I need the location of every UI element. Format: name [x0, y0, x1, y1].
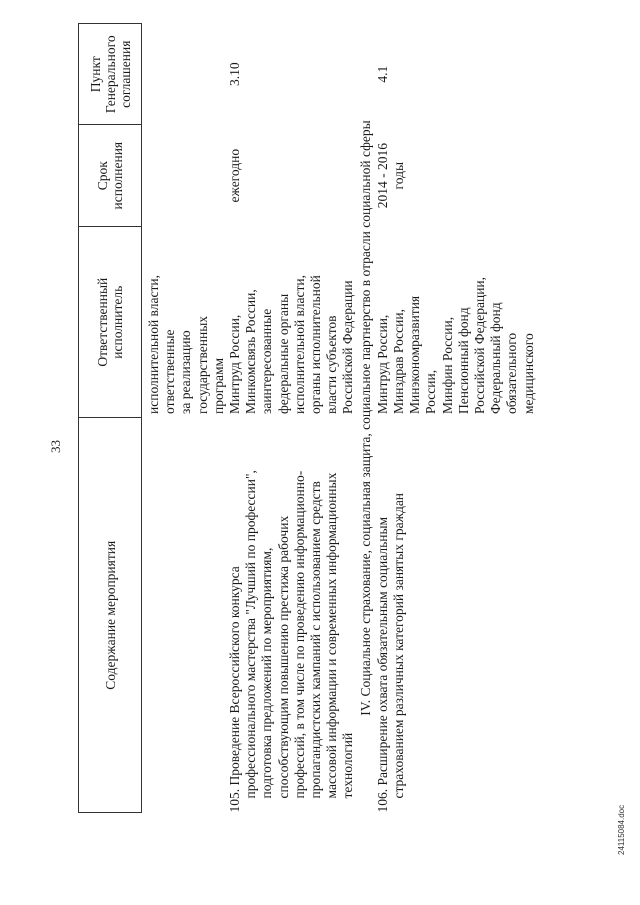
row-106-executor: Минтруд России, Минздрав России, Минэкономразвития России, Минфин России, Пенсионный фонд Российской Федерации, Федеральный фонд обязательного медицинского — [374, 276, 536, 414]
footer-doc-id: 24115084.doc — [617, 804, 626, 855]
row-105-agreement-point: 3.10 — [227, 62, 243, 87]
row-105-content: 105. Проведение Всероссийского конкурса профессионального мастерства "Лучший по профессии", подготовка предложений по мероприятиям, способствующим повышению престижа рабочих профессий, в том числе по проведению информационно- пропагандистских кампаний с использованием средств массовой информации и современных информационных технологий — [227, 470, 356, 813]
section-iv-title: IV. Социальное страхование, социальная защита, социальное партнерство в отрасли социальной сферы — [357, 120, 373, 716]
header-content: Содержание мероприятия — [79, 418, 142, 813]
table-row-106 — [375, 24, 537, 813]
section-row-iv — [357, 24, 375, 813]
header-agreement-point: Пункт Генерального соглашения — [79, 24, 142, 125]
measures-table — [78, 23, 537, 813]
header-deadline: Срок исполнения — [79, 125, 142, 226]
header-executor: Ответственный исполнитель — [79, 226, 142, 418]
row-105-executor: Минтруд России, Минкомсвязь России, заинтересованные федеральные органы исполнительной власти, органы исполнительной власти субъектов Российской Федерации — [227, 275, 356, 414]
row-106-deadline: 2014 - 2016 годы — [374, 143, 407, 209]
row-106-content: 106. Расширение охвата обязательным социальным страхованием различных категорий занятых граждан — [374, 492, 407, 813]
row-106-agreement-point: 4.1 — [374, 65, 390, 83]
table-row-105 — [227, 24, 357, 813]
page-number: 33 — [48, 440, 63, 453]
continuation-executor: исполнительной власти, ответственные за реализацию государственных программ — [146, 275, 226, 414]
table-header-row — [79, 24, 142, 813]
row-105-deadline: ежегодно — [227, 148, 243, 203]
table-row-continuation — [142, 24, 228, 813]
